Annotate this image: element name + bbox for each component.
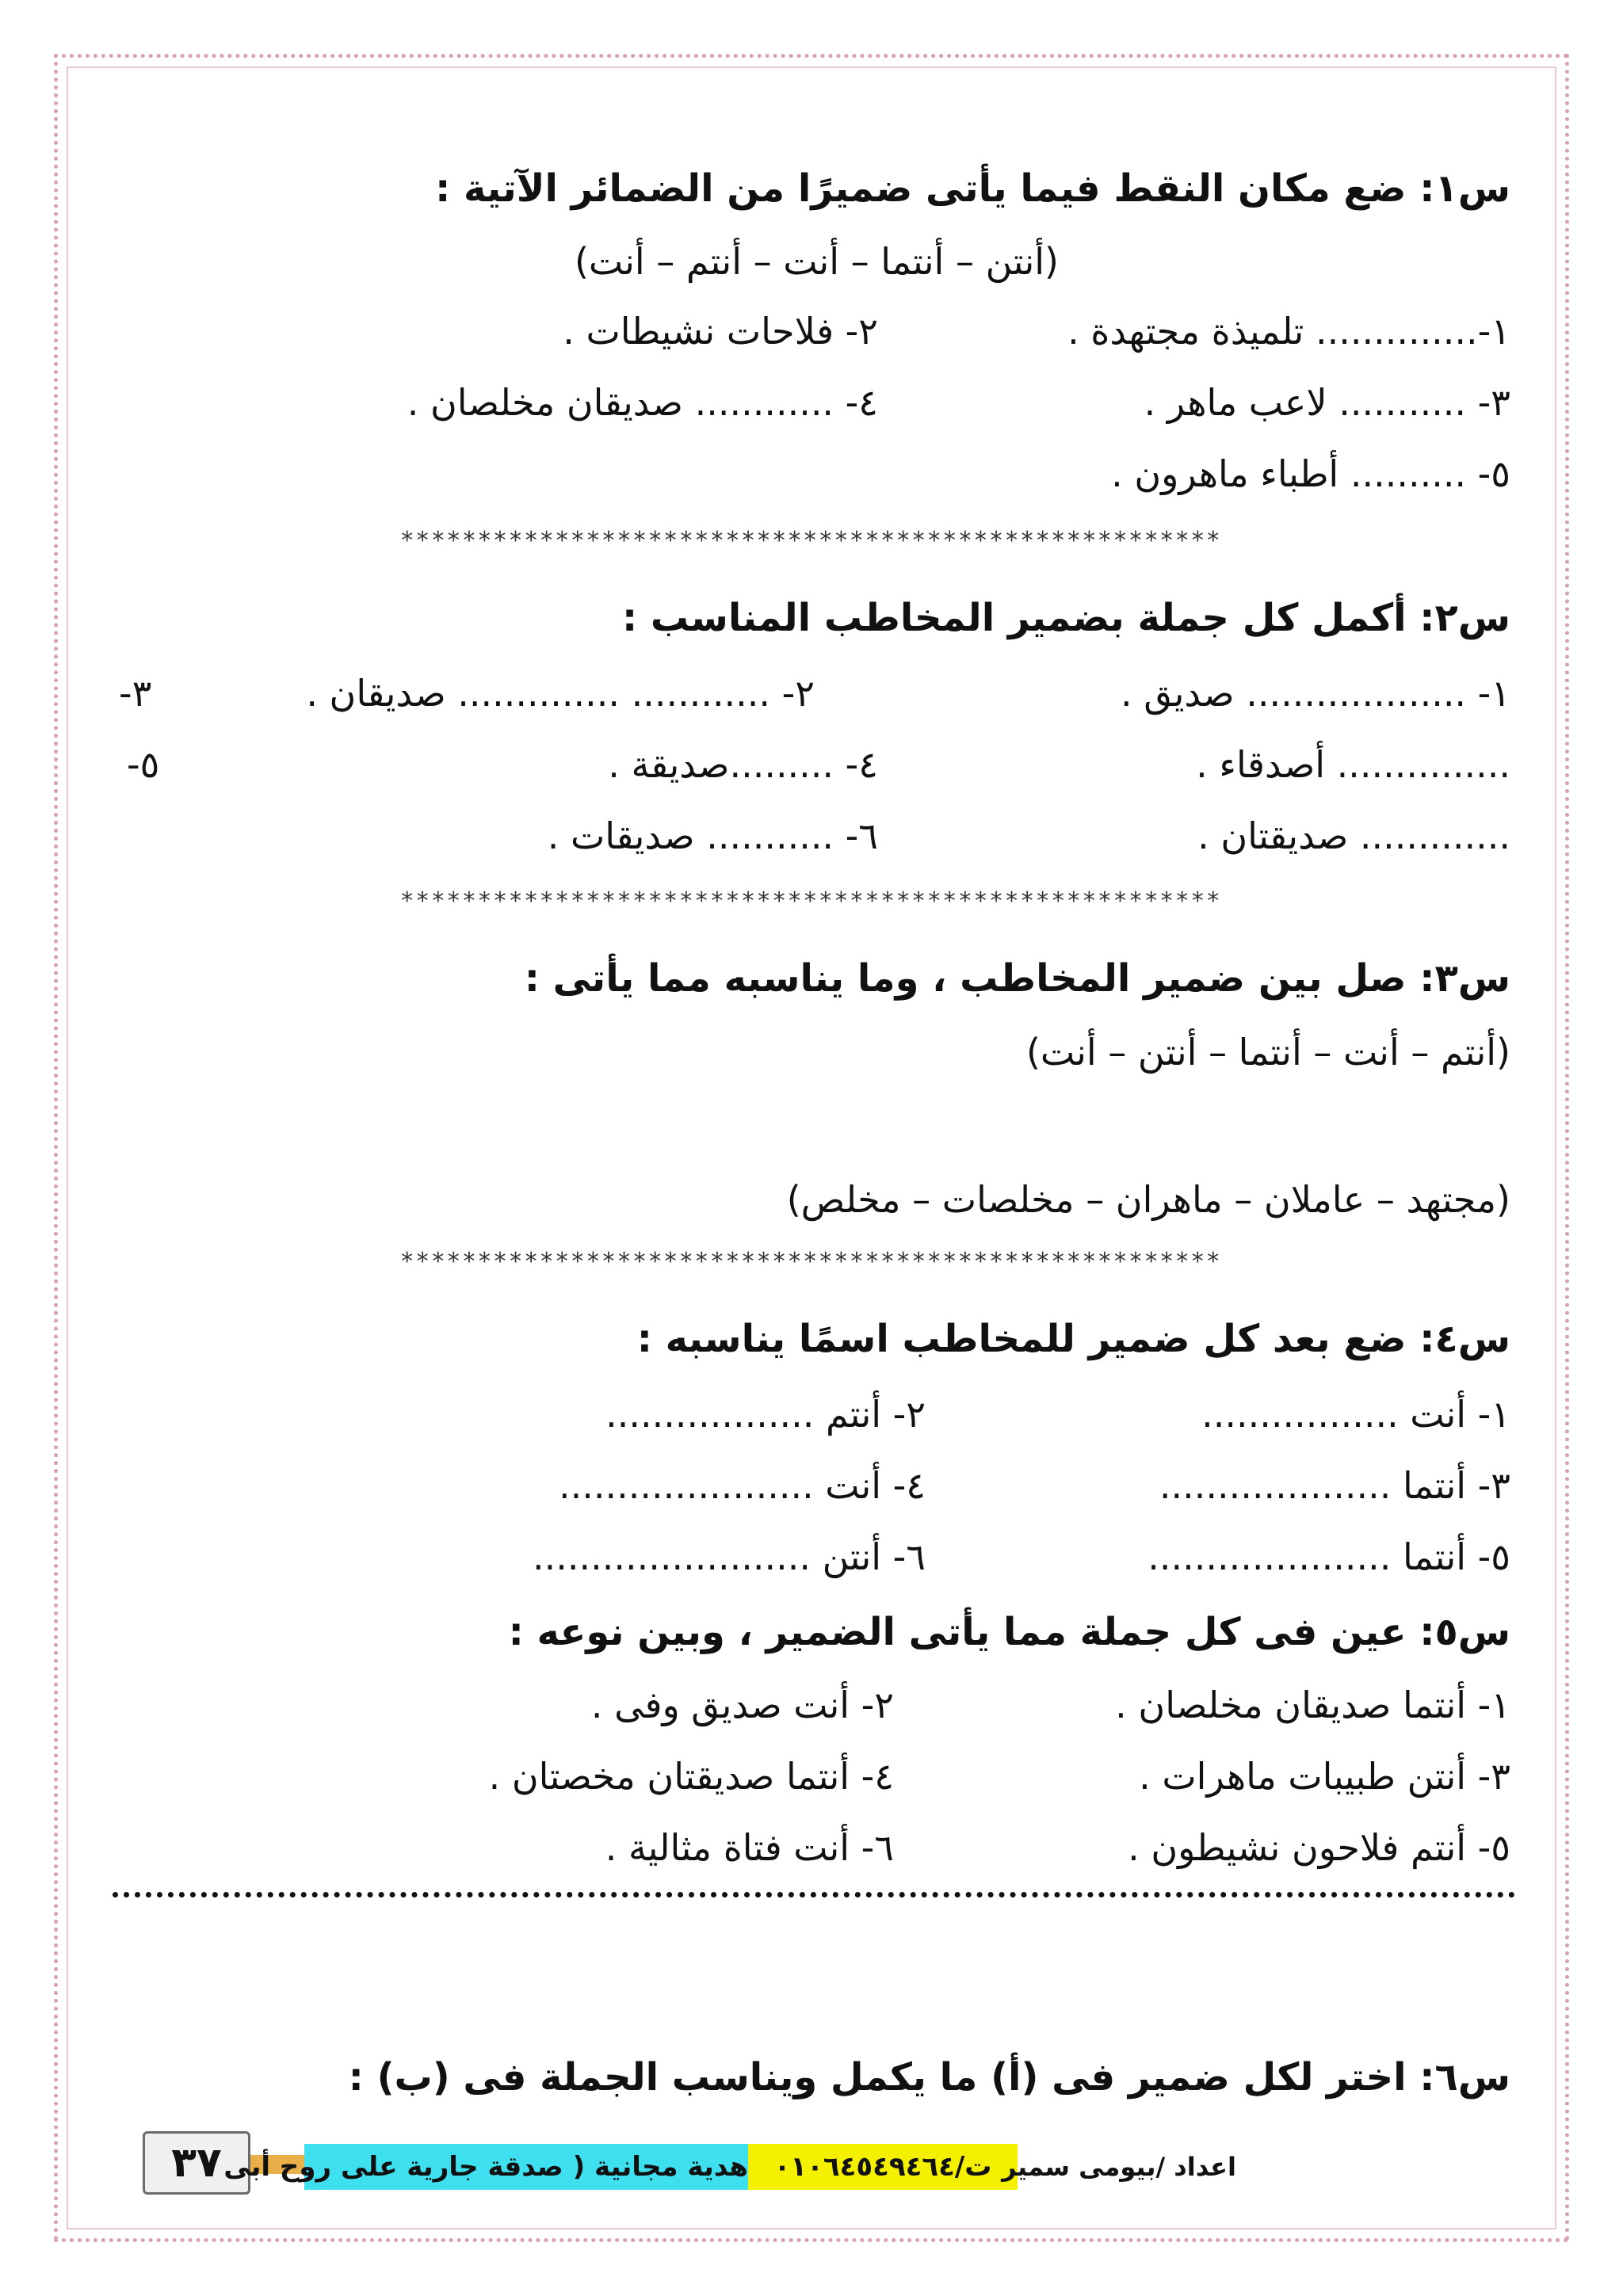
q5-item-6: ٦- أنت فتاة مثالية . bbox=[605, 1826, 894, 1869]
q1-item-3: ٣- ........... لاعب ماهر . bbox=[1144, 381, 1510, 424]
q5-item-2: ٢- أنت صديق وفى . bbox=[590, 1684, 894, 1726]
separator-stars: ***************************************************** bbox=[399, 887, 1222, 915]
q4-item-3: ٣- أنتما .................... bbox=[1159, 1464, 1510, 1507]
q5-item-5: ٥- أنتم فلاحون نشيطون . bbox=[1128, 1826, 1510, 1869]
q4-item-2: ٢- أنتم .................. bbox=[605, 1393, 926, 1436]
q2-item-5-cont: ............. صديقتان . bbox=[1197, 814, 1510, 857]
q4-heading: س٤: ضع بعد كل ضمير للمخاطب اسمًا يناسبه : bbox=[636, 1317, 1510, 1361]
q1-item-5: ٥- .......... أطباء ماهرون . bbox=[1111, 452, 1510, 495]
q2-item-1: ١- ................... صديق . bbox=[1121, 672, 1510, 715]
q1-heading: س١: ضع مكان النقط فيما يأتى ضميرًا من الضمائر الآتية : bbox=[435, 166, 1510, 211]
q5-item-1: ١- أنتما صديقان مخلصان . bbox=[1115, 1684, 1510, 1726]
separator-stars: ***************************************************** bbox=[399, 527, 1222, 555]
q3-heading: س٣: صل بين ضمير المخاطب ، وما يناسبه مما يأتى : bbox=[524, 956, 1510, 1001]
q4-item-4: ٤- أنت ...................... bbox=[559, 1464, 926, 1507]
dotted-rule bbox=[113, 1892, 1515, 1897]
q2-item-5: ٥- bbox=[127, 743, 160, 786]
q4-item-6: ٦- أنتن ........................ bbox=[533, 1535, 926, 1578]
q6-heading: س٦: اختر لكل ضمير فى (أ) ما يكمل ويناسب الجملة فى (ب) : bbox=[348, 2055, 1510, 2100]
q3-pronouns: (أنتم – أنت – أنتما – أنتن – أنت) bbox=[1025, 1031, 1510, 1074]
page-number-badge: ٣٧ bbox=[143, 2131, 250, 2195]
q1-item-1: ١-.............. تلميذة مجتهدة . bbox=[1067, 310, 1510, 353]
footer-author: اعداد /بيومى سمير bbox=[1002, 2152, 1236, 2182]
q1-item-2: ٢- فلاحات نشيطات . bbox=[563, 310, 878, 353]
footer-gift-highlight: هدية مجانية ( صدقة جارية على روح أبى bbox=[304, 2144, 748, 2190]
q2-heading: س٢: أكمل كل جملة بضمير المخاطب المناسب : bbox=[621, 596, 1510, 640]
q2-item-3: ٣- bbox=[119, 672, 152, 715]
q2-item-4: ٤- .........صديقة . bbox=[608, 743, 878, 786]
q2-item-6: ٦- ........... صديقات . bbox=[547, 814, 878, 857]
q4-item-1: ١- أنت ................. bbox=[1201, 1393, 1510, 1436]
q1-item-4: ٤- ............ صديقان مخلصان . bbox=[407, 381, 878, 424]
q2-item-2: ٢- ............ .............. صديقان . bbox=[306, 672, 815, 715]
q5-item-4: ٤- أنتما صديقتان مخصتان . bbox=[488, 1755, 894, 1798]
q4-item-5: ٥- أنتما ..................... bbox=[1148, 1535, 1510, 1578]
q5-item-3: ٣- أنتن طبيبات ماهرات . bbox=[1139, 1755, 1510, 1798]
q1-options: (أنتن – أنتما – أنت – أنتم – أنت) bbox=[574, 240, 1059, 283]
q5-heading: س٥: عين فى كل جملة مما يأتى الضمير ، وبين نوعه : bbox=[508, 1610, 1510, 1654]
footer-phone-highlight: ت/٠١٠٦٤٥٤٩٤٦٤ bbox=[748, 2144, 1018, 2190]
q3-words: (مجتهد – عاملان – ماهران – مخلصات – مخلص) bbox=[786, 1178, 1510, 1221]
q2-item-3-cont: ............... أصدقاء . bbox=[1196, 743, 1510, 786]
separator-stars: ***************************************************** bbox=[399, 1248, 1222, 1276]
